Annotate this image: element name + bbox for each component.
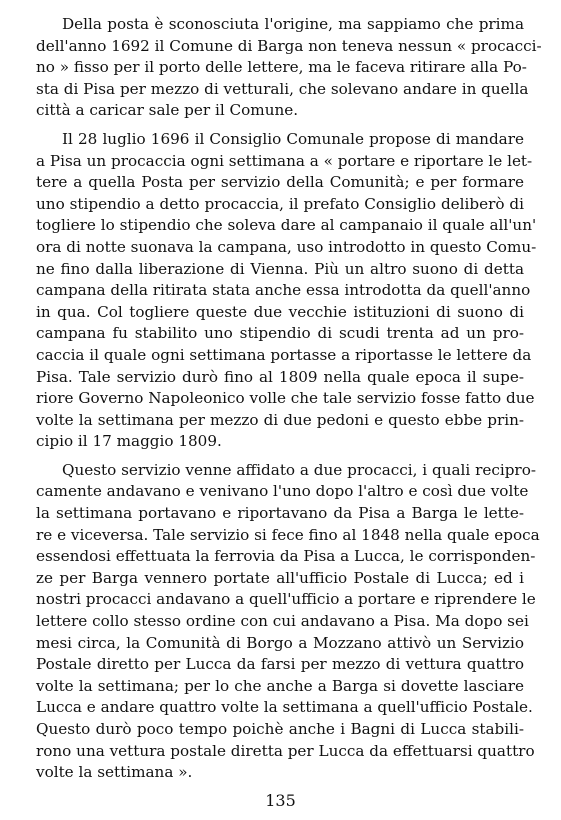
paragraph-1 [36,14,542,122]
paragraph-2 [36,129,537,453]
paragraph-line: ora di notte suonava la campana, uso introdotto in questo Comu- [36,237,537,256]
paragraph-line: Il 28 luglio 1696 il Consiglio Comunale propose di mandare [62,129,524,148]
paragraph-spacer [36,453,524,460]
paragraph-line: sta di Pisa per mezzo di vetturali, che solevano andare in quella [36,79,529,98]
paragraph-line: mesi circa, la Comunità di Borgo a Mozzano attivò un Servizio [36,633,524,652]
paragraph-line: volte la settimana; per lo che anche a Barga si dovette lasciare [36,676,524,695]
paragraph-line: Pisa. Tale servizio durò fino al 1809 nella quale epoca il supe- [36,367,524,386]
paragraph-line: campana fu stabilito uno stipendio di scudi trenta ad un pro- [36,324,524,343]
paragraph-line: dell'anno 1692 il Comune di Barga non teneva nessun « procacci- [36,36,542,55]
paragraph-line: tere a quella Posta per servizio della Comunità; e per formare [36,173,524,192]
paragraph-line: camente andavano e venivano l'uno dopo l'altro e così due volte [36,482,529,501]
paragraph-line: no » fisso per il porto delle lettere, ma le faceva ritirare alla Po- [36,58,527,77]
paragraph-line: caccia il quale ogni settimana portasse a riportasse le lettere da [36,345,532,364]
paragraph-line: lettere collo stesso ordine con cui andavano a Pisa. Ma dopo sei [36,612,529,631]
paragraph-line: re e viceversa. Tale servizio si fece fino al 1848 nella quale epoca [36,525,540,544]
paragraph-3 [36,460,540,784]
paragraph-line: riore Governo Napoleonico volle che tale servizio fosse fatto due [36,389,535,408]
paragraph-line: la settimana portavano e riportavano da Pisa a Barga le lette- [36,504,524,523]
paragraph-line: a Pisa un procaccia ogni settimana a « portare e riportare le let- [36,151,533,170]
paragraph-line: Lucca e andare quattro volte la settimana a quell'ufficio Postale. [36,698,533,717]
paragraph-line: Questo servizio venne affidato a due procacci, i quali recipro- [62,460,536,479]
paragraph-line: cipio il 17 maggio 1809. [36,432,222,451]
paragraph-line: ne fino dalla liberazione di Vienna. Più un altro suono di detta [36,259,524,278]
paragraph-line: volte la settimana ». [36,763,193,782]
book-page-text [36,14,542,784]
paragraph-line: Postale diretto per Lucca da farsi per mezzo di vettura quattro [36,655,524,674]
paragraph-line: campana della ritirata stata anche essa introdotta da quell'anno [36,281,531,300]
paragraph-line: Questo durò poco tempo poichè anche i Bagni di Lucca stabili- [36,720,524,738]
paragraph-line: in qua. Col togliere queste due vecchie istituzioni di suono di [36,302,524,321]
paragraph-spacer [36,122,524,129]
paragraph-line: togliere lo stipendio che soleva dare al campanaio il quale all'un' [36,216,537,235]
paragraph-line: essendosi effettuata la ferrovia da Pisa a Lucca, le corrisponden- [36,547,536,566]
paragraph-line: volte la settimana per mezzo di due pedoni e questo ebbe prin- [36,410,524,429]
paragraph-line: rono una vettura postale diretta per Lucca da effettuarsi quattro [36,741,535,760]
paragraph-line: ze per Barga vennero portate all'ufficio Postale di Lucca; ed i [36,568,524,587]
paragraph-line: nostri procacci andavano a quell'ufficio a portare e riprendere le [36,590,536,609]
paragraph-line: città a caricar sale per il Comune. [36,101,299,120]
page-number: 135 [265,791,296,810]
paragraph-line: uno stipendio a detto procaccia, il prefato Consiglio deliberò di [36,194,524,213]
paragraph-line: Della posta è sconosciuta l'origine, ma sappiamo che prima [62,15,524,33]
